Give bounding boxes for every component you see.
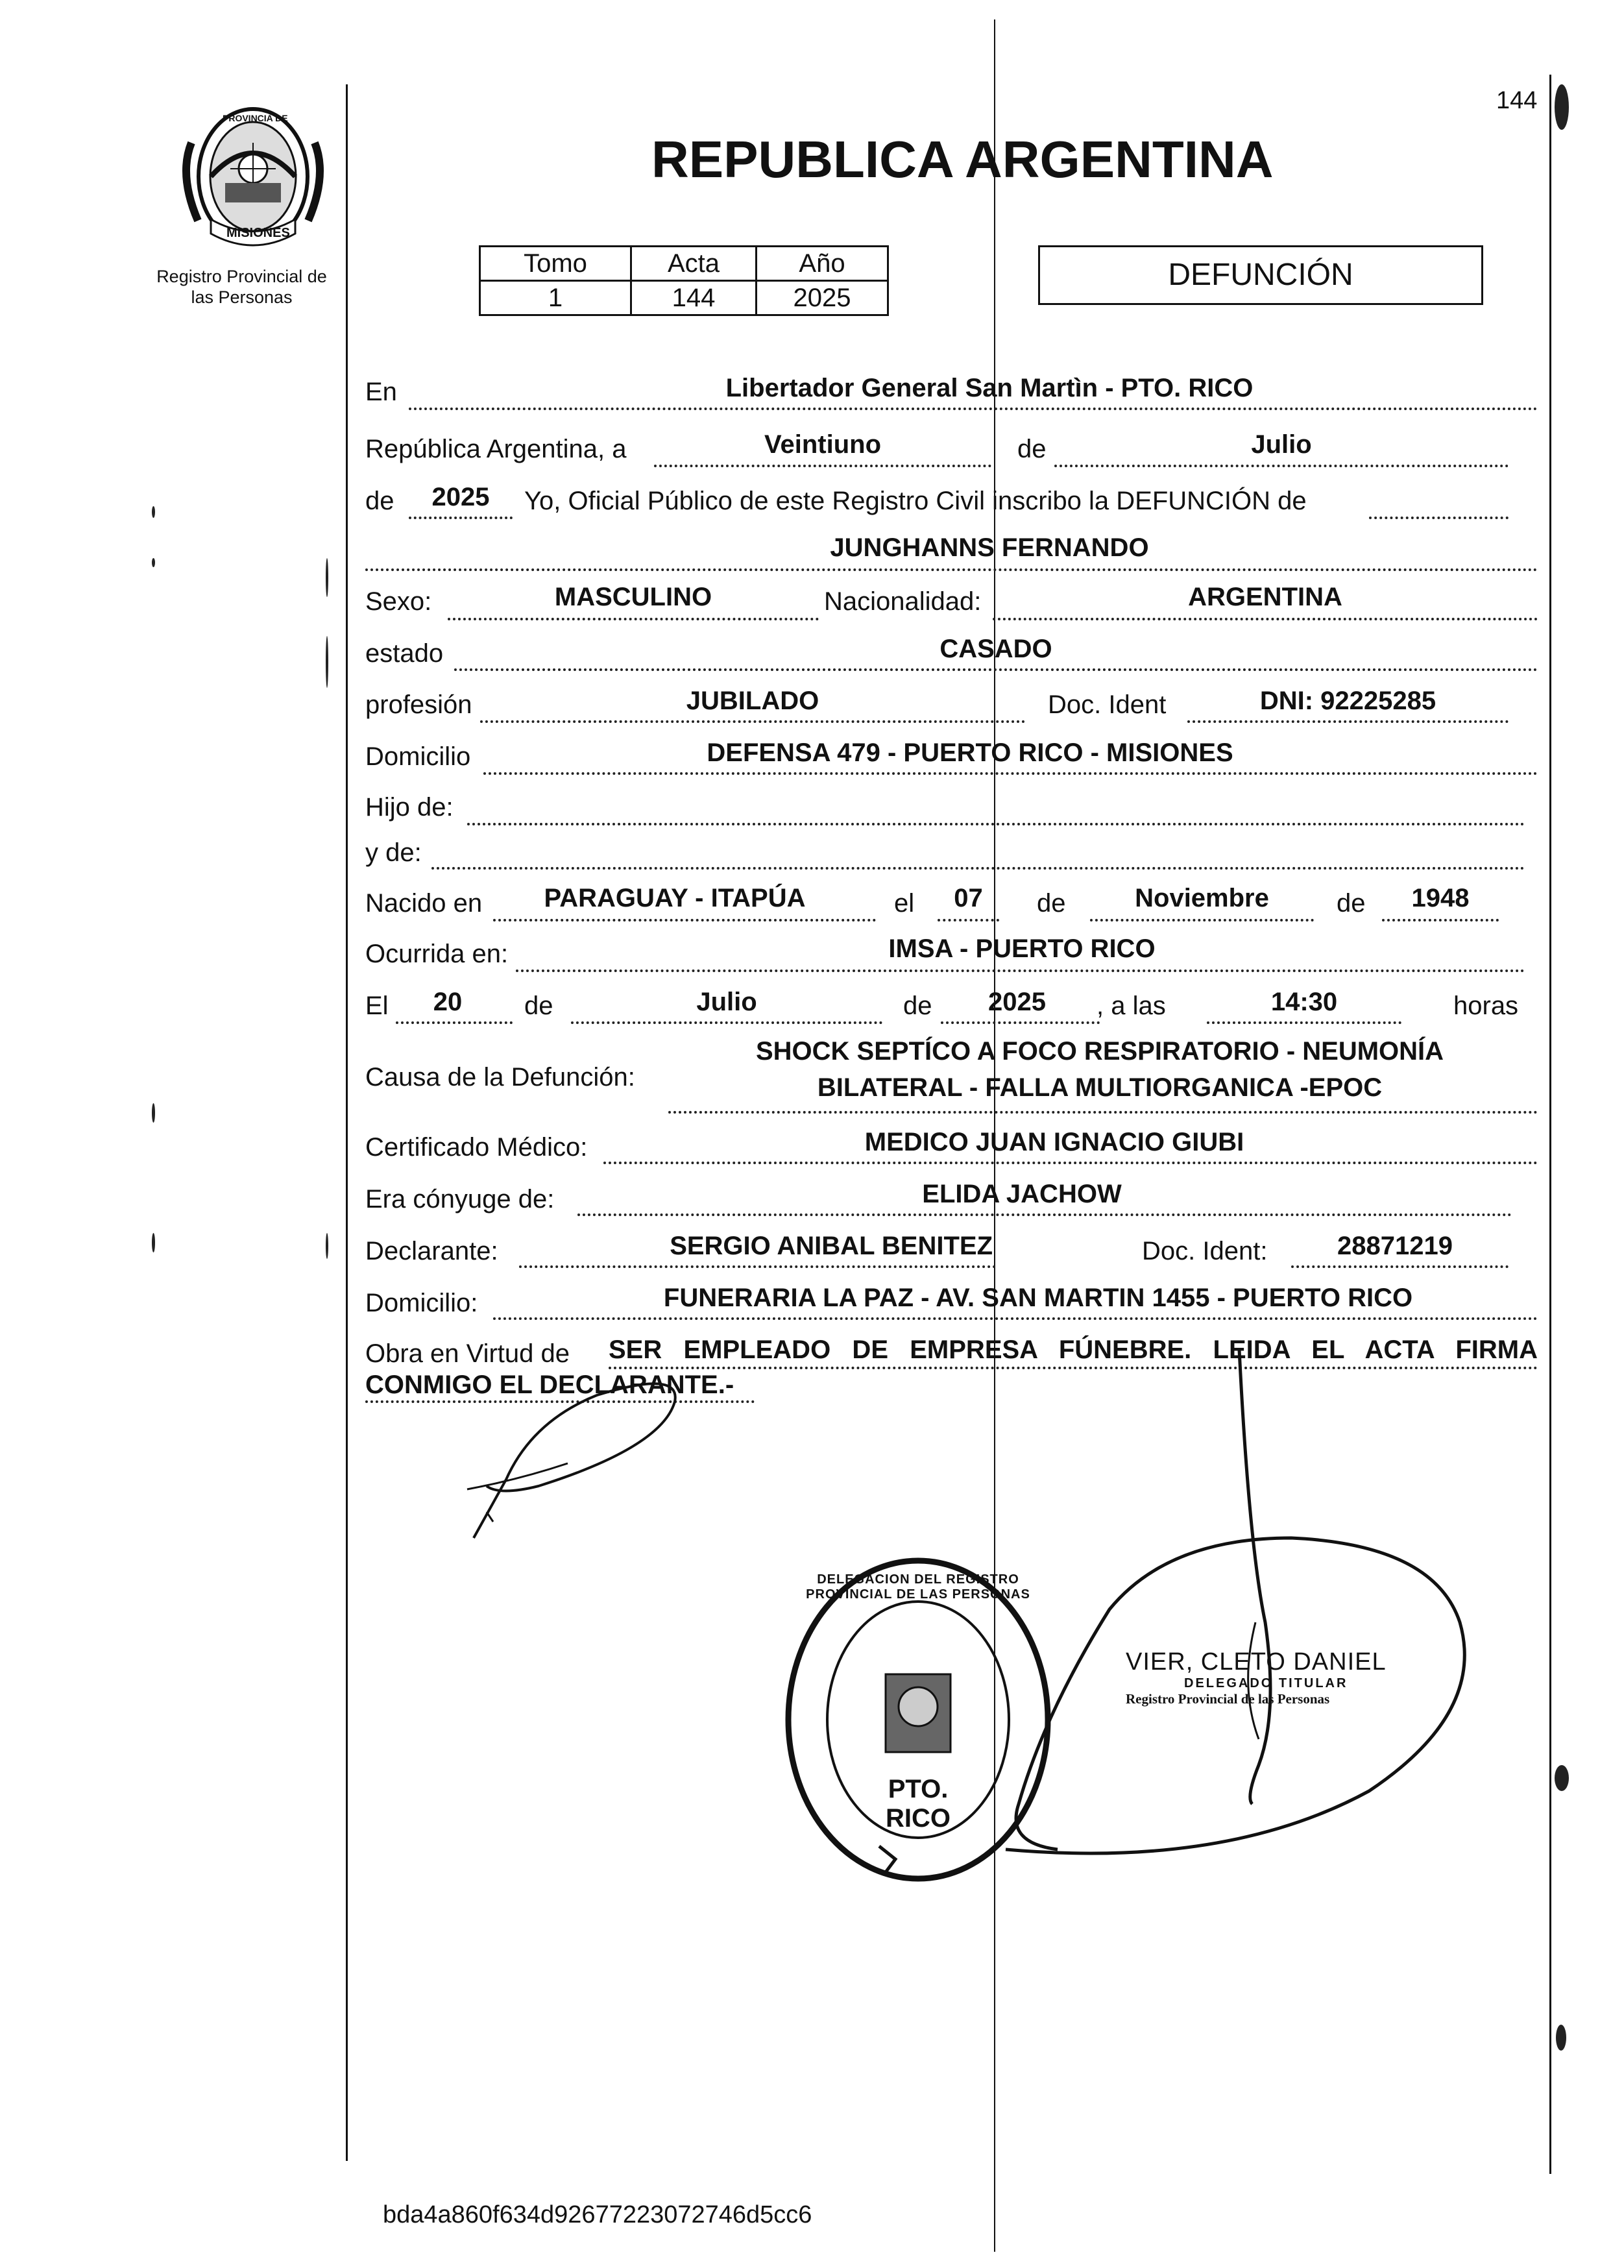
doc2-label: Doc. Ident: xyxy=(1142,1237,1268,1265)
causa-line1-value: SHOCK SEPTÍCO A FOCO RESPIRATORIO - NEUMONÍA xyxy=(755,1037,1444,1066)
declarant-signature xyxy=(428,1376,701,1544)
obra-label: Obra en Virtud de xyxy=(365,1339,570,1368)
fallec-anio-line xyxy=(941,1021,1100,1024)
conyuge-value: ELIDA JACHOW xyxy=(922,1180,1122,1208)
hora-value: 14:30 xyxy=(1270,988,1338,1016)
domicilio-value: DEFENSA 479 - PUERTO RICO - MISIONES xyxy=(707,738,1233,767)
officer-office: Registro Provincial de las Personas xyxy=(1126,1691,1330,1707)
en-value: Libertador General San Martìn - PTO. RICO xyxy=(725,374,1254,402)
hora-line xyxy=(1207,1021,1401,1024)
record-table-header xyxy=(480,247,888,281)
table-header-anio: Año xyxy=(757,247,888,281)
scan-speck xyxy=(1555,1765,1569,1791)
day-words-value: Veintiuno xyxy=(764,430,881,459)
obra-line2-value: CONMIGO EL DECLARANTE.- xyxy=(365,1371,734,1399)
scan-speck xyxy=(152,1233,155,1252)
rep-label: República Argentina, a xyxy=(365,435,627,463)
officer-signature xyxy=(954,1350,1492,1856)
registry-line2: las Personas xyxy=(191,287,293,307)
domicilio2-line xyxy=(493,1317,1538,1320)
causa-line xyxy=(668,1111,1538,1114)
nacido-anio-line xyxy=(1382,919,1499,921)
el2-label: El xyxy=(365,992,389,1020)
table-value-anio: 2025 xyxy=(757,281,888,315)
left-margin-line xyxy=(346,84,348,2161)
fallec-mes-line xyxy=(571,1021,882,1024)
doc-value: DNI: 92225285 xyxy=(1259,687,1436,715)
scan-speck xyxy=(326,636,328,688)
estado-line xyxy=(454,668,1538,671)
nacido-de1-label: de xyxy=(1037,889,1066,918)
declarante-value: SERGIO ANIBAL BENITEZ xyxy=(670,1232,993,1260)
scan-speck xyxy=(1556,2025,1566,2051)
sexo-value: MASCULINO xyxy=(554,583,712,611)
scan-speck xyxy=(1555,84,1569,130)
month-line xyxy=(1054,465,1509,467)
table-value-acta: 144 xyxy=(631,281,757,315)
nacido-mes-value: Noviembre xyxy=(1135,884,1269,912)
fallec-dia-line xyxy=(396,1021,513,1024)
seal-text-bottom: MISIONES xyxy=(226,226,290,240)
table-header-tomo: Tomo xyxy=(480,247,631,281)
scan-speck xyxy=(152,1103,155,1123)
sexo-line xyxy=(448,618,819,620)
profesion-value: JUBILADO xyxy=(686,687,819,715)
scan-speck xyxy=(326,1233,328,1259)
nacido-anio-value: 1948 xyxy=(1411,884,1470,912)
nacido-de2-label: de xyxy=(1337,889,1366,918)
official-text: Yo, Oficial Público de este Registro Civil inscribo la DEFUNCIÓN de xyxy=(524,487,1307,515)
causa-label: Causa de la Defunción: xyxy=(365,1063,635,1091)
doc2-line xyxy=(1291,1265,1509,1268)
misiones-seal-logo xyxy=(165,104,341,253)
domicilio-label: Domicilio xyxy=(365,742,471,771)
nacido-dia-value: 07 xyxy=(954,884,983,912)
officer-block xyxy=(1126,1648,1431,1707)
scan-speck xyxy=(152,558,155,567)
table-value-tomo: 1 xyxy=(480,281,631,315)
en-label: En xyxy=(365,378,397,406)
nacionalidad-line xyxy=(993,618,1538,620)
ocurrida-line xyxy=(516,969,1525,972)
stamp-center-text: PTO. RICO xyxy=(886,1775,951,1833)
en-line xyxy=(409,408,1538,410)
conyuge-label: Era cónyuge de: xyxy=(365,1185,555,1213)
domicilio2-value: FUNERARIA LA PAZ - AV. SAN MARTIN 1455 - PUERTO RICO xyxy=(663,1284,1413,1312)
country-title: REPUBLICA ARGENTINA xyxy=(651,130,1274,188)
table-header-acta: Acta xyxy=(631,247,757,281)
official-text-line xyxy=(1369,517,1509,519)
estado-label: estado xyxy=(365,639,444,668)
year-line xyxy=(409,517,513,519)
doc-line xyxy=(1187,720,1509,723)
deceased-name-line xyxy=(365,568,1538,571)
obra-line1-value: SER EMPLEADO DE EMPRESA FÚNEBRE. LEIDA EL ACTA FIRMA xyxy=(609,1335,1538,1364)
causa-line2-value: BILATERAL - FALLA MULTIORGANICA -EPOC xyxy=(817,1073,1383,1102)
day-words-line xyxy=(654,465,991,467)
domicilio-line xyxy=(483,772,1538,775)
profesion-line xyxy=(480,720,1025,723)
hijo-label: Hijo de: xyxy=(365,793,454,822)
fallec-de1-label: de xyxy=(524,992,553,1020)
record-table-values xyxy=(480,281,888,315)
certificado-label: Certificado Médico: xyxy=(365,1133,588,1162)
nacionalidad-value: ARGENTINA xyxy=(1188,583,1342,611)
month-value: Julio xyxy=(1251,430,1312,459)
fallec-dia-value: 20 xyxy=(433,988,463,1016)
yde-line xyxy=(431,867,1525,870)
stamp-ring-text: DELEGACION DEL REGISTRO PROVINCIAL DE LAS PERSONAS xyxy=(806,1572,1030,1602)
fallec-anio-value: 2025 xyxy=(988,988,1046,1016)
conyuge-line xyxy=(577,1213,1512,1216)
document-hash: bda4a860f634d92677223072746d5cc6 xyxy=(383,2201,812,2228)
nacionalidad-label: Nacionalidad: xyxy=(824,587,982,616)
certificado-line xyxy=(603,1162,1538,1164)
nacido-label: Nacido en xyxy=(365,889,483,918)
horas-label: horas xyxy=(1453,992,1519,1020)
sexo-label: Sexo: xyxy=(365,587,432,616)
yde-label: y de: xyxy=(365,838,422,867)
seal-text-top: PROVINCIA DE xyxy=(223,113,288,123)
fallec-mes-value: Julio xyxy=(696,988,757,1016)
alas-label: , a las xyxy=(1097,992,1166,1020)
officer-title: DELEGADO TITULAR xyxy=(1184,1676,1348,1690)
document-type-box: DEFUNCIÓN xyxy=(1038,245,1483,305)
scan-speck xyxy=(152,506,155,518)
ocurrida-value: IMSA - PUERTO RICO xyxy=(888,934,1156,963)
nacido-mes-line xyxy=(1090,919,1314,921)
ocurrida-label: Ocurrida en: xyxy=(365,940,509,968)
year-prefix-label: de xyxy=(365,487,394,515)
registry-label xyxy=(139,266,344,308)
nacido-lugar-line xyxy=(493,919,876,921)
doc2-value: 28871219 xyxy=(1337,1232,1453,1260)
registry-line1: Registro Provincial de xyxy=(156,267,327,286)
nacido-lugar-value: PARAGUAY - ITAPÚA xyxy=(544,884,806,912)
profesion-label: profesión xyxy=(365,690,472,719)
doc-label: Doc. Ident xyxy=(1048,690,1167,719)
scan-speck xyxy=(326,558,328,597)
deceased-name-value: JUNGHANNS FERNANDO xyxy=(830,533,1149,562)
el-label: el xyxy=(894,889,915,918)
declarante-line xyxy=(519,1265,996,1268)
domicilio2-label: Domicilio: xyxy=(365,1289,478,1317)
nacido-dia-line xyxy=(938,919,999,921)
declarante-label: Declarante: xyxy=(365,1237,498,1265)
estado-value: CASADO xyxy=(939,635,1052,663)
page-number: 144 xyxy=(1496,87,1538,114)
officer-name: VIER, CLETO DANIEL xyxy=(1126,1648,1387,1676)
month-de-label: de xyxy=(1017,435,1047,463)
right-margin-line xyxy=(1549,75,1551,2174)
hijo-line xyxy=(467,823,1525,825)
fallec-de2-label: de xyxy=(903,992,932,1020)
certificado-value: MEDICO JUAN IGNACIO GIUBI xyxy=(864,1128,1244,1156)
year-value: 2025 xyxy=(431,483,490,511)
record-table xyxy=(479,245,889,316)
